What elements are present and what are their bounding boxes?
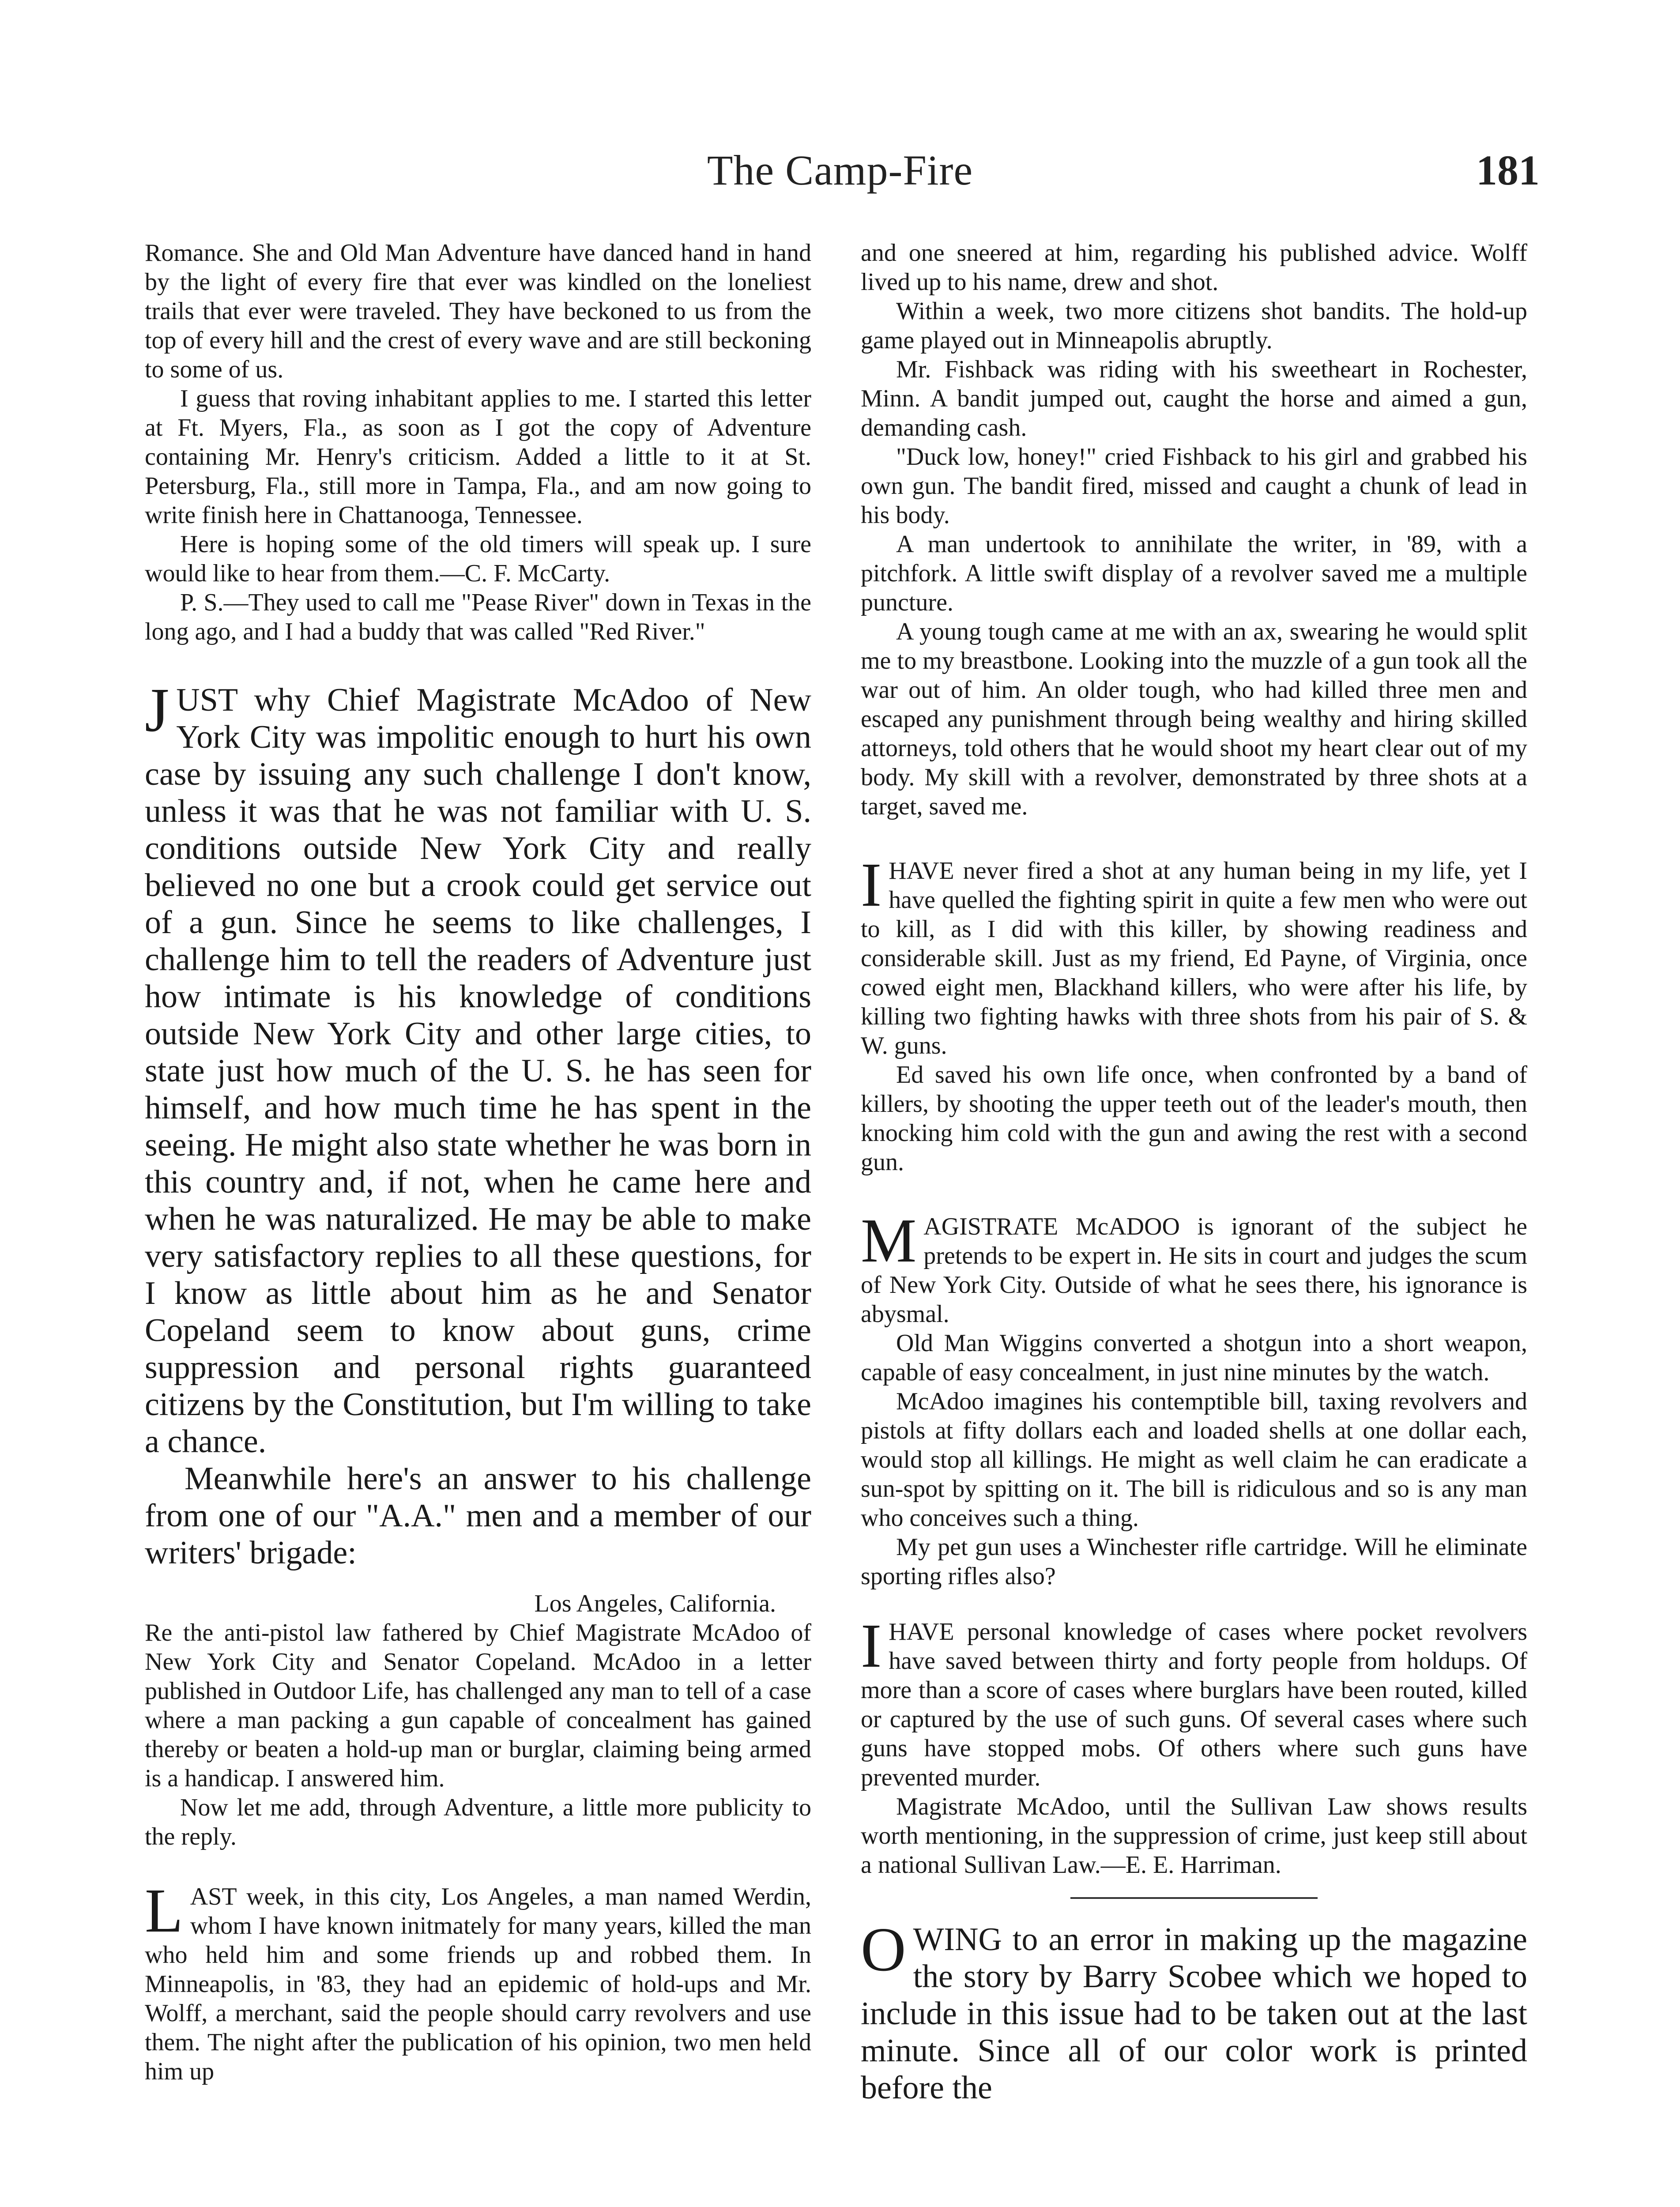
paragraph: "Duck low, honey!" cried Fishback to his girl and grabbed his own gun. The bandit fired, missed and caught a chunk of lead in his body. xyxy=(861,443,1527,529)
section-gap xyxy=(861,1177,1527,1212)
right-column xyxy=(861,238,1527,2106)
drop-cap: I xyxy=(861,850,882,919)
section-gap xyxy=(861,1591,1527,1617)
paragraph: I guess that roving inhabitant applies to me. I started this letter at Ft. Myers, Fla., as soon as I got the copy of Adventure containing Mr. Henry's criticism. Added a little to it at St. Petersburg, Fla., still more in Tampa, Fla., and am now going to write finish here in Chattanooga, Tennessee. xyxy=(145,385,811,529)
paragraph: My pet gun uses a Winchester rifle cartridge. Will he eliminate sporting rifles also? xyxy=(861,1533,1527,1590)
section-gap xyxy=(145,1851,811,1882)
letter-place: Los Angeles, California. xyxy=(534,1590,776,1617)
paragraph: A man undertook to annihilate the writer, in '89, with a pitchfork. A little swift display of a revolver saved me a multiple puncture. xyxy=(861,531,1527,616)
paragraph: Ed saved his own life once, when confronted by a band of killers, by shooting the upper teeth out of the leader's mouth, then knocking him cold with the gun and awing the rest with a second gun. xyxy=(861,1061,1527,1176)
letter-harriman xyxy=(145,1589,811,2086)
paragraph: MAGISTRATE McADOO is ignorant of the subject he pretends to be expert in. He sits in court and judges the scum of New York City. Outside of what he sees there, his ignorance is abysmal. xyxy=(861,1205,1527,1328)
editorial-section xyxy=(145,675,811,1571)
letter-continued xyxy=(861,238,1527,1879)
drop-cap: L xyxy=(145,1876,183,1945)
paragraph: and one sneered at him, regarding his published advice. Wolff lived up to his name, drew and shot. xyxy=(861,239,1527,296)
section-divider xyxy=(1070,1897,1318,1899)
paragraph: LAST week, in this city, Los Angeles, a man named Werdin, whom I have known initmately for many years, killed the man who held him and some friends up and robbed them. In Minneapolis, in '83, they had an epidemic of hold-ups and Mr. Wolff, a merchant, said the people should carry revolvers and use them. The night after the publication of his opinion, two men held him up xyxy=(145,1876,811,2085)
paragraph: McAdoo imagines his contemptible bill, taxing revolvers and pistols at fifty dollars each and loaded shells at one dollar each, would stop all killings. He might as well claim he can eradicate a sun-spot by spitting on it. The bill is ridiculous and so is any man who conceives such a thing. xyxy=(861,1388,1527,1532)
left-column xyxy=(145,238,811,2086)
page-number: 181 xyxy=(1476,147,1540,194)
editorial-note xyxy=(861,1914,1527,2106)
paragraph: Now let me add, through Adventure, a little more publicity to the reply. xyxy=(145,1794,811,1850)
paragraph: Re the anti-pistol law fathered by Chief Magistrate McAdoo of New York City and Senator Copeland. McAdoo in a letter published in Outdoor Life, has challenged any man to tell of a case where a man packing a gun capable of concealment has gained thereby or beaten a hold-up man or burglar, claiming being armed is a handicap. I answered him. xyxy=(145,1619,811,1792)
paragraph: Here is hoping some of the old timers will speak up. I sure would like to hear from them.—C. F. McCarty. xyxy=(145,531,811,587)
paragraph: JUST why Chief Magistrate McAdoo of New York City was impolitic enough to hurt his own case by issuing any such challenge I don't know, unless it was that he was not familiar with U. S. conditions outside New York City and really believed no one but a crook could get service out of a gun. Since he seems to like challenges, I challenge him to tell the readers of Adventure just how intimate is his knowledge of conditions outside New York City and other large cities, to state just how much of the U. S. he has seen for himself, and how much time he has spent in the seeing. He might also state whether he was born in this country and, if not, when he came here and when he was naturalized. He may be able to make very satisfactory replies to all these questions, for I know as little about him as he and Senator Copeland seem to know about guns, crime suppression and personal rights guaranteed citizens by the Constitution, but I'm willing to take a chance. xyxy=(145,675,811,1460)
running-title: The Camp-Fire xyxy=(707,147,973,194)
paragraph: OWING to an error in making up the magazine the story by Barry Scobee which we hoped to include in this issue had to be taken out at the last minute. Since all of our color work is printed before the xyxy=(861,1914,1527,2106)
paragraph: Within a week, two more citizens shot bandits. The hold-up game played out in Minneapolis abruptly. xyxy=(861,298,1527,354)
drop-cap: I xyxy=(861,1611,882,1680)
drop-cap: J xyxy=(145,675,170,745)
drop-cap: O xyxy=(861,1914,906,1984)
letter-continuation xyxy=(145,238,811,646)
section-gap xyxy=(861,821,1527,856)
paragraph: Meanwhile here's an answer to his challenge from one of our "A.A." men and a member of our writers' brigade: xyxy=(145,1461,811,1571)
page-header xyxy=(140,146,1540,203)
paragraph: IHAVE never fired a shot at any human being in my life, yet I have quelled the fighting spirit in quite a few men who were out to kill, as I did with this killer, by showing readiness and considerable skill. Just as my friend, Ed Payne, of Virginia, once cowed eight men, Blackhand killers, who were after his life, by killing two fighting hawks with three shots from his pair of S. & W. guns. xyxy=(861,850,1527,1059)
paragraph: Old Man Wiggins converted a shotgun into a short weapon, capable of easy concealment, in just nine minutes by the watch. xyxy=(861,1329,1527,1386)
paragraph: A young tough came at me with an ax, swearing he would split me to my breastbone. Looking into the muzzle of a gun took all the war out of him. An older tough, who had killed three men and escaped any punishment through being wealthy and hiring skilled attorneys, told others that he would shoot my heart clear out of my body. My skill with a revolver, demonstrated by three shots at a target, saved me. xyxy=(861,618,1527,820)
paragraph: Magistrate McAdoo, until the Sullivan Law shows results worth mentioning, in the suppression of crime, just keep still about a national Sullivan Law.—E. E. Harriman. xyxy=(861,1793,1527,1879)
section-gap xyxy=(145,1571,811,1589)
paragraph: IHAVE personal knowledge of cases where pocket revolvers have saved between thirty and forty people from holdups. Of more than a score of cases where burglars have been routed, killed or captured by the use of such guns. Of several cases where such guns have stopped mobs. Of others where such guns have prevented murder. xyxy=(861,1611,1527,1791)
paragraph: Mr. Fishback was riding with his sweetheart in Rochester, Minn. A bandit jumped out, caught the horse and aimed a gun, demanding cash. xyxy=(861,356,1527,441)
drop-cap: M xyxy=(861,1205,917,1275)
paragraph: Romance. She and Old Man Adventure have danced hand in hand by the light of every fire that ever was kindled on the loneliest trails that ever were traveled. They have beckoned to us from the top of every hill and the crest of every wave and are still beckoning to some of us. xyxy=(145,239,811,383)
paragraph: P. S.—They used to call me "Pease River" down in Texas in the long ago, and I had a buddy that was called "Red River." xyxy=(145,589,811,645)
section-gap xyxy=(145,646,811,682)
